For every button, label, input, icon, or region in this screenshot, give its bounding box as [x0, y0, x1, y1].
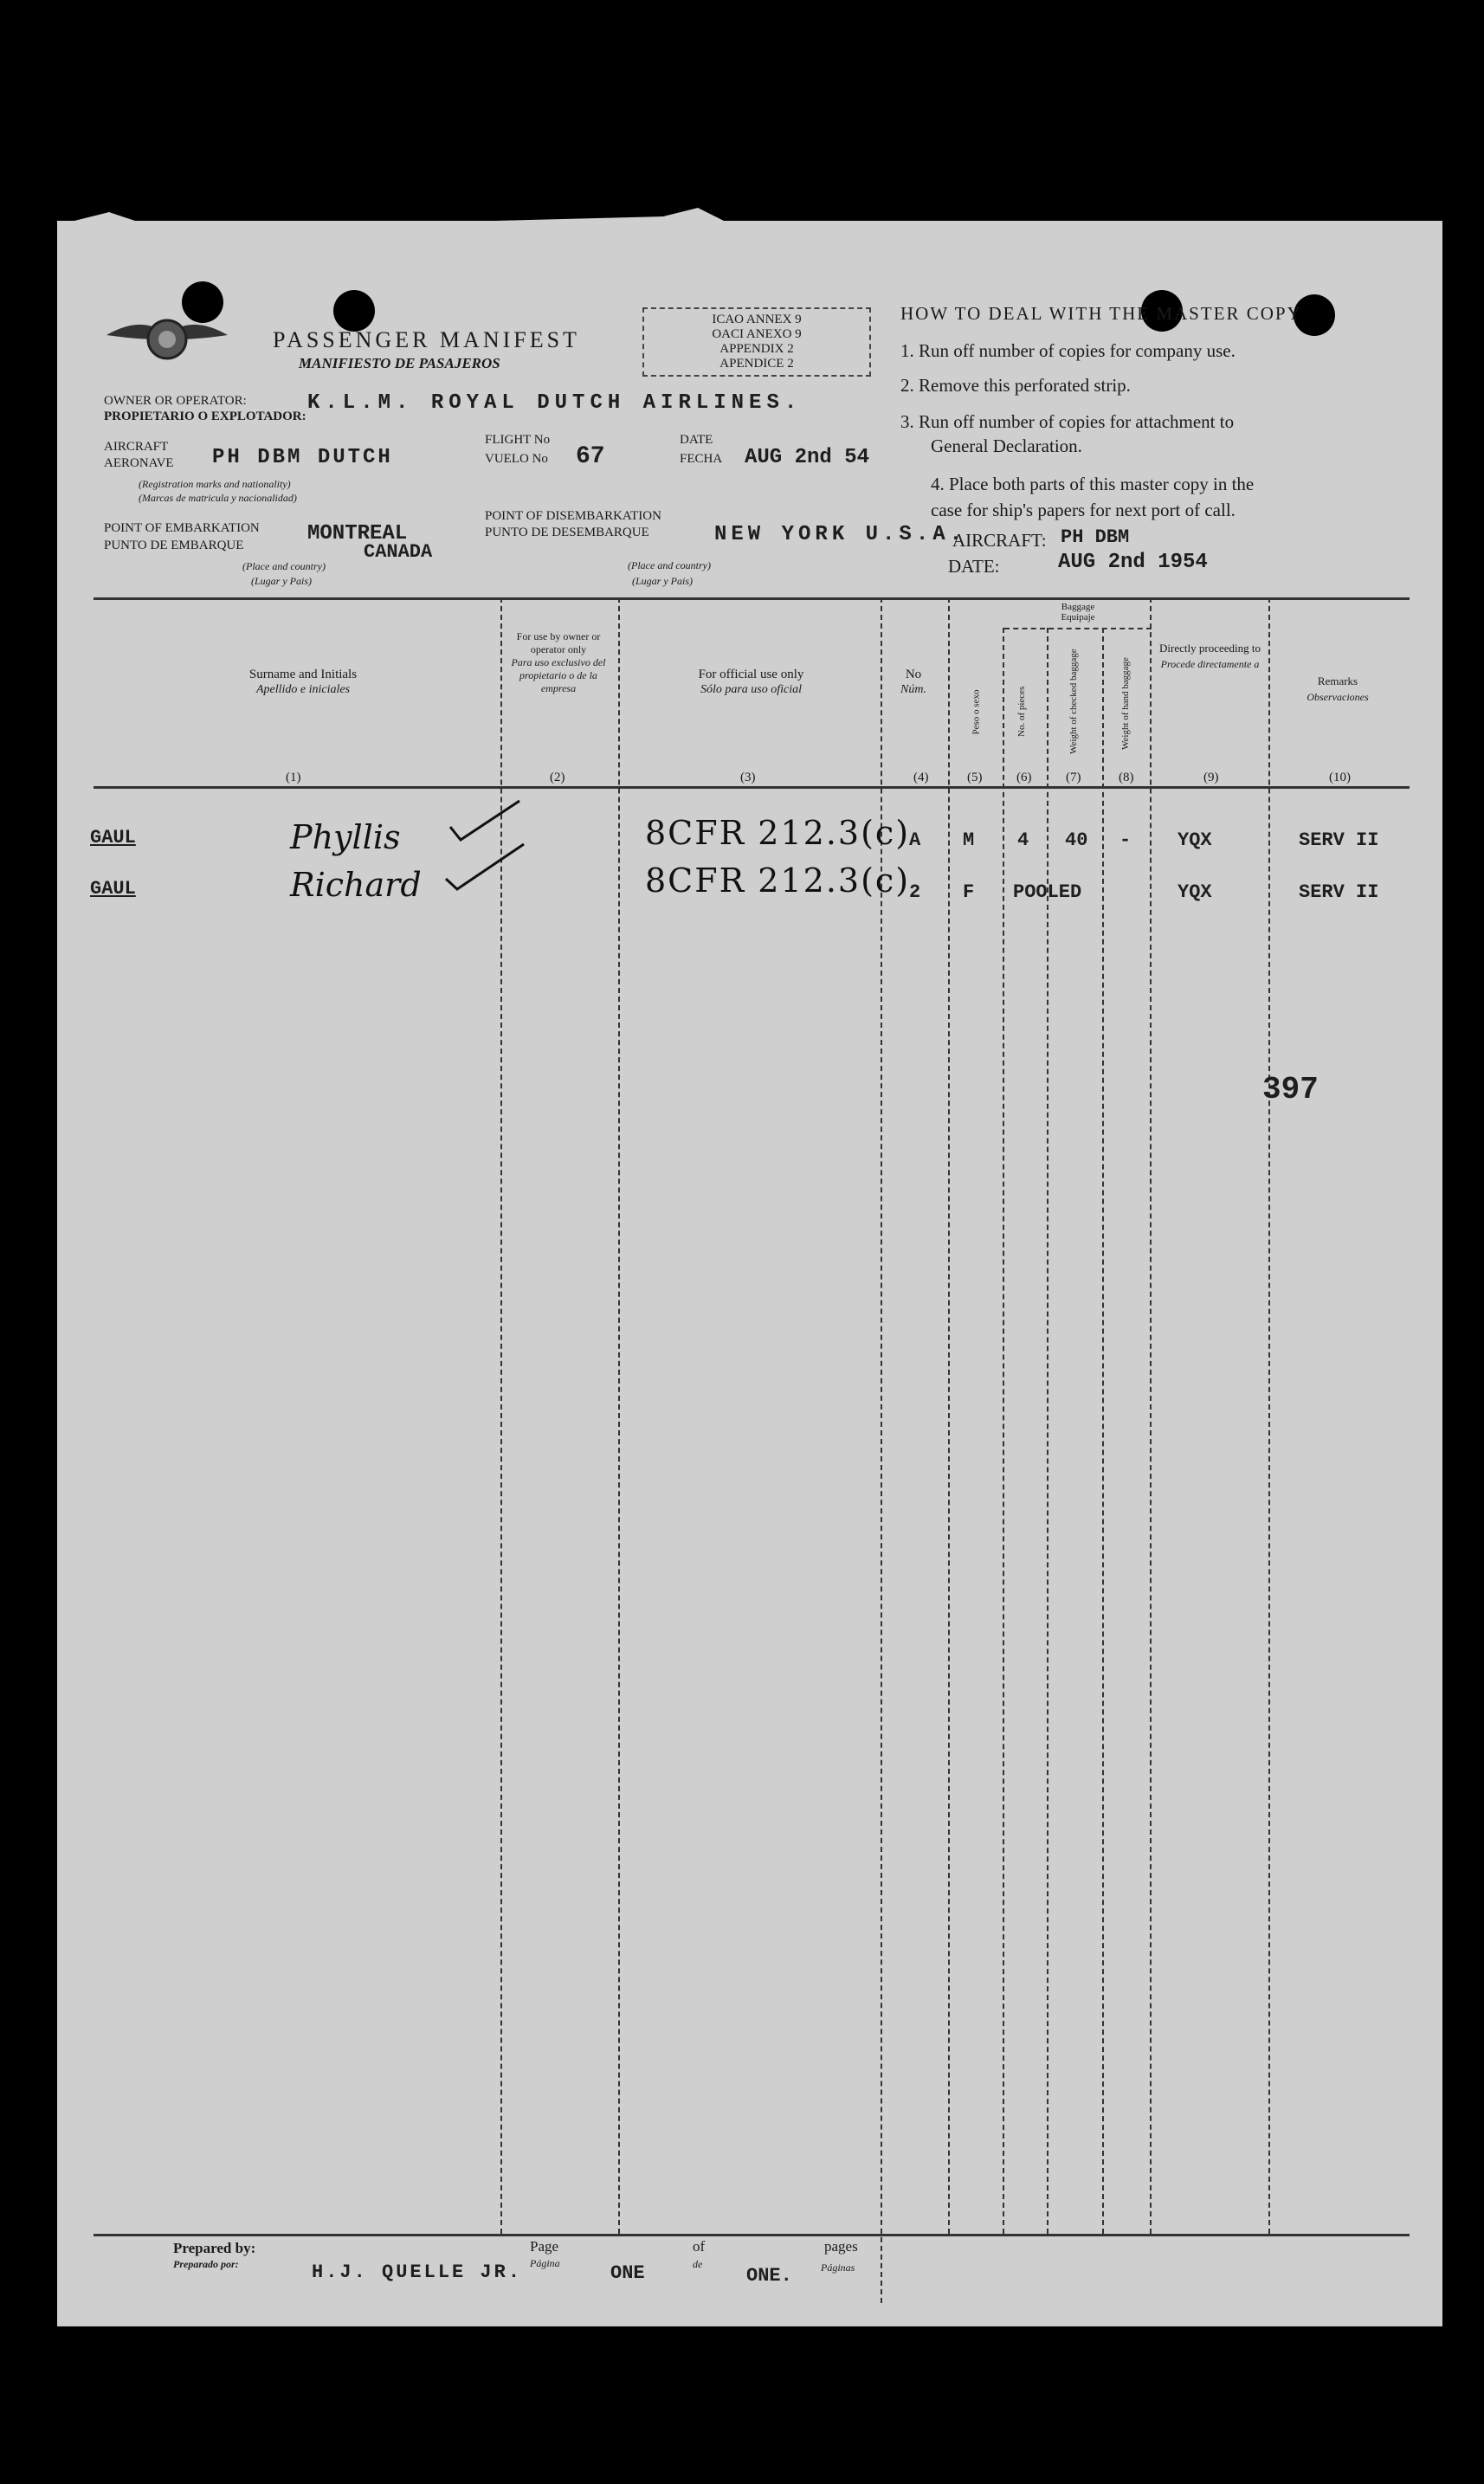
row-remarks: SERV II [1299, 881, 1379, 903]
disembarkation-note: (Place and country) [628, 559, 711, 571]
row-hand-baggage: - [1119, 829, 1132, 851]
date-value: AUG 2nd 54 [745, 446, 870, 469]
instructions-date-label: DATE: [948, 556, 1000, 577]
col4-es: Núm. [900, 683, 926, 696]
disembarkation-note-es: (Lugar y Pais) [632, 575, 693, 587]
row-official-use: 8CFR 212.3(c) [645, 814, 911, 852]
col10-en: Remarks [1317, 674, 1358, 687]
row-remarks: SERV II [1299, 829, 1379, 851]
prepared-label: Prepared by: [173, 2240, 256, 2256]
klm-logo [102, 305, 232, 365]
embarkation-value: MONTREAL [307, 522, 408, 545]
prepared-value: H.J. QUELLE JR. [312, 2261, 523, 2283]
of-label: of [693, 2238, 706, 2255]
col6-header: No. of pieces [1016, 686, 1027, 737]
instructions-aircraft-value: PH DBM [1061, 526, 1130, 548]
col2-header [511, 630, 606, 695]
row-official-use: 8CFR 212.3(c) [645, 861, 911, 900]
manifest-title: PASSENGER MANIFEST [273, 327, 580, 352]
instruction-item: 2. Remove this perforated strip. [900, 375, 1131, 396]
col3-header [641, 667, 861, 698]
baggage-group-rule [1004, 628, 1152, 629]
column-divider [1003, 628, 1004, 2234]
col1-es: Apellido e iniciales [255, 683, 351, 696]
col-number: (8) [1119, 771, 1134, 784]
page-label-es: Página [530, 2257, 560, 2269]
col10-header [1281, 674, 1394, 705]
col4-en: No [905, 668, 922, 681]
instruction-item: 1. Run off number of copies for company use. [900, 340, 1236, 361]
col10-es: Observaciones [1307, 691, 1369, 703]
col-number: (9) [1203, 771, 1219, 784]
manifest-number: 397 [1262, 1072, 1319, 1107]
column-divider [1150, 597, 1152, 2234]
row-given-name: Richard [290, 866, 422, 904]
stamp-line: APPENDIX 2 [719, 342, 794, 356]
torn-edge [57, 190, 1442, 242]
owner-label: OWNER OR OPERATOR: [104, 394, 247, 408]
row-destination: YQX [1178, 881, 1212, 903]
punch-hole [333, 290, 375, 332]
column-divider [948, 597, 950, 2234]
disembarkation-label: POINT OF DISEMBARKATION [485, 509, 661, 523]
of-label-es: de [693, 2258, 703, 2270]
flight-value: 67 [576, 443, 605, 470]
col-number: (6) [1016, 771, 1032, 784]
page-label: Page [530, 2238, 559, 2255]
disembarkation-value: NEW YORK U.S.A. [714, 523, 967, 546]
instruction-item: 4. Place both parts of this master copy in the [931, 474, 1255, 494]
footer-rule [94, 2234, 1410, 2236]
flight-label: FLIGHT No [485, 433, 551, 447]
col8-header: Weight of hand baggage [1120, 657, 1131, 750]
row-surname: GAUL [90, 878, 136, 900]
col2-es: Para uso exclusivo del propietario o de la empresa [511, 656, 606, 694]
row-number: 2 [909, 881, 921, 903]
col4-header [887, 667, 939, 698]
flight-label-es: VUELO No [485, 452, 548, 466]
icao-stamp [642, 307, 871, 377]
row-given-name: Phyllis [290, 818, 401, 856]
embarkation-label: POINT OF EMBARKATION [104, 521, 260, 535]
owner-value: K.L.M. ROYAL DUTCH AIRLINES. [307, 391, 803, 415]
baggage-group-label: Baggage Equipaje [1061, 602, 1095, 623]
col3-en: For official use only [698, 668, 804, 681]
date-label: DATE [680, 433, 713, 447]
col7-header: Weight of checked baggage [1068, 648, 1079, 754]
col9-header [1156, 641, 1264, 672]
col-number: (7) [1066, 771, 1081, 784]
disembarkation-label-es: PUNTO DE DESEMBARQUE [485, 526, 649, 539]
instructions-date-value: AUG 2nd 1954 [1058, 551, 1208, 574]
embarkation-value-2: CANADA [364, 541, 433, 563]
row-pieces: 4 [1017, 829, 1029, 851]
col9-en: Directly proceeding to [1159, 642, 1261, 655]
col5-header: Peso o sexo [971, 689, 982, 735]
manifest-subtitle: MANIFIESTO DE PASAJEROS [299, 355, 500, 371]
col9-es: Procede directamente a [1160, 658, 1260, 670]
col-number: (2) [550, 771, 565, 784]
col3-es: Sólo para uso oficial [700, 683, 803, 696]
row-sex: M [963, 829, 975, 851]
stamp-line: OACI ANEXO 9 [712, 327, 802, 341]
stamp-line: ICAO ANNEX 9 [712, 313, 802, 326]
col1-en: Surname and Initials [248, 668, 358, 681]
aircraft-label-es: AERONAVE [104, 456, 174, 470]
table-header-rule [94, 786, 1410, 789]
page-value: ONE [610, 2262, 645, 2284]
col-number: (10) [1329, 771, 1351, 784]
aircraft-note: (Registration marks and nationality) [139, 478, 291, 490]
instruction-item: case for ship's papers for next port of call. [931, 500, 1236, 520]
column-divider [618, 597, 620, 2234]
embarkation-note: (Place and country) [242, 560, 326, 572]
date-label-es: FECHA [680, 452, 723, 466]
pages-label: pages [824, 2238, 858, 2255]
col-number: (4) [913, 771, 929, 784]
col2-en: For use by owner or operator only [516, 630, 601, 655]
col-number: (5) [967, 771, 983, 784]
col-number: (3) [740, 771, 756, 784]
owner-label-es: PROPIETARIO O EXPLOTADOR: [104, 410, 306, 423]
row-destination: YQX [1178, 829, 1212, 851]
embarkation-note-es: (Lugar y Pais) [251, 575, 312, 587]
row-surname: GAUL [90, 827, 136, 848]
aircraft-note-es: (Marcas de matricula y nacionalidad) [139, 492, 297, 504]
embarkation-label-es: PUNTO DE EMBARQUE [104, 539, 244, 552]
row-weight: 40 [1065, 829, 1088, 851]
col1-header [173, 667, 433, 698]
table-top-rule [94, 597, 1410, 600]
checkmark-icon [442, 792, 528, 896]
column-divider [1047, 628, 1048, 2234]
stamp-line: APENDICE 2 [719, 357, 794, 371]
instructions-title: HOW TO DEAL WITH THE MASTER COPY [900, 303, 1302, 324]
pages-label-es: Páginas [821, 2261, 855, 2274]
of-value: ONE. [746, 2265, 792, 2287]
row-sex: F [963, 881, 975, 903]
instruction-item: General Declaration. [931, 436, 1082, 456]
column-divider [881, 597, 882, 2303]
instruction-item: 3. Run off number of copies for attachment to [900, 411, 1235, 432]
row-number: A [909, 829, 921, 851]
aircraft-value: PH DBM DUTCH [212, 446, 393, 469]
col-number: (1) [286, 771, 301, 784]
row-pieces: POOLED [1013, 881, 1082, 903]
instructions-aircraft-label: AIRCRAFT: [952, 530, 1047, 551]
aircraft-label: AIRCRAFT [104, 440, 169, 454]
column-divider [1102, 628, 1104, 2234]
prepared-label-es: Preparado por: [173, 2258, 239, 2270]
column-divider [1268, 597, 1270, 2234]
